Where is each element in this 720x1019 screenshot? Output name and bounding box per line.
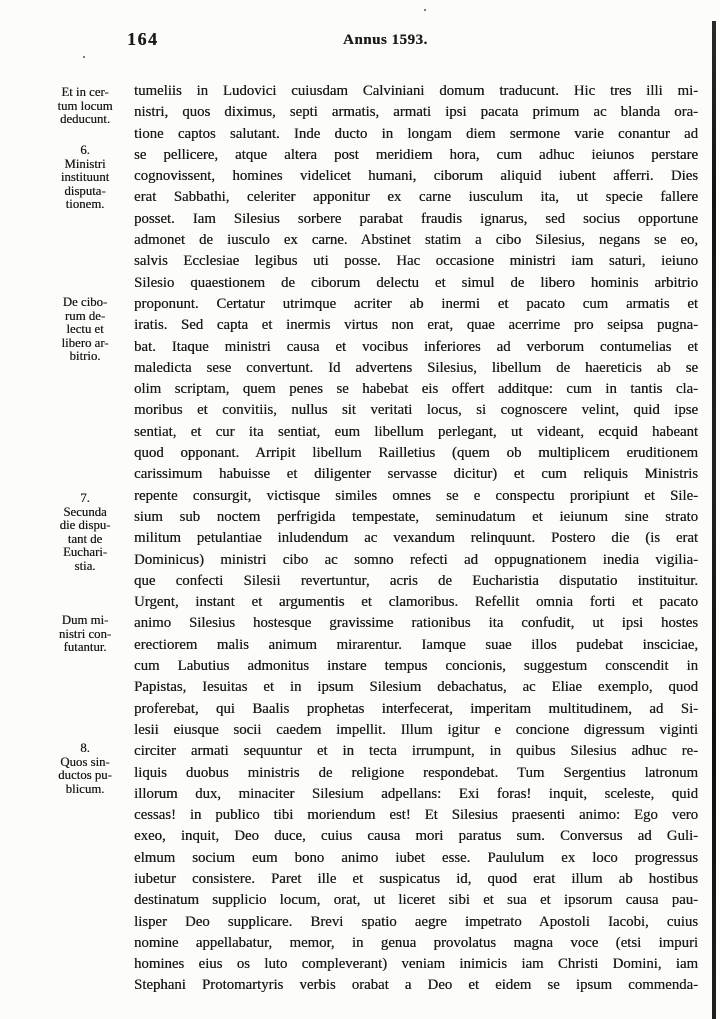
body-text-line: se pellicere, atque altera post meridiem hora, cum adhuc ieiunos perstare [134, 146, 698, 163]
margin-note-line: tionem. [65, 197, 105, 212]
scan-edge-artifact [712, 21, 716, 1019]
body-text-line: circiter armati sequuntur et in tecta irrumpunt, in quibus Silesius adhuc re- [134, 743, 698, 760]
margin-note-line: deducunt. [59, 112, 111, 127]
margin-note-line: ductos pu- [58, 768, 112, 783]
body-text-line: erat Sabbathi, celeriter apponitur ex carne iusculum ita, ut specie fallere [134, 189, 698, 206]
running-title: Annus 1593. [343, 32, 428, 48]
scan-speck [83, 56, 85, 58]
body-text-line: exeo, inquit, Deo duce, cuius causa mori paratus sum. Conversus ad Guli- [134, 828, 698, 845]
margin-note-line: blicum. [65, 781, 105, 796]
margin-note-line: Euchari- [62, 545, 108, 560]
body-text-line: homines eius os luto compleverant) veniam inimicis iam Christi Domini, iam [134, 956, 698, 973]
body-text-line: sentiat, et cur ita sentiat, eum libellum perlegant, ut videant, ecquid habeant [134, 423, 698, 440]
margin-note-line: disputa- [64, 183, 106, 198]
margin-note-line: De cibo- [62, 295, 108, 309]
margin-note-line: Dum mi- [61, 613, 109, 627]
body-text-line: admonet de iusculo ex carne. Abstinet statim a cibo Silesius, negans se eo, [134, 232, 698, 249]
body-text-line: proponunt. Certatur utrimque acriter ab inermi et pacato cum armatis et [134, 295, 698, 312]
body-text-line: carissimum habuisse et diligenter servasse dicitur) et cum reliquis Ministris [134, 466, 698, 483]
margin-note-line: 7. [80, 491, 90, 505]
body-text-line: iratis. Sed capta et inermis virtus non erat, quae acerrime pro seipsa pugna- [134, 317, 698, 334]
margin-note-line: libero ar- [61, 335, 109, 350]
margin-note-line: tant de [67, 531, 103, 546]
body-text-line: erectiorem malis animum mirarentur. Iamque suae illos pudebat insciciae, [134, 636, 698, 653]
margin-note [38, 296, 132, 364]
margin-note-line: tum locum [57, 98, 113, 113]
margin-note-line: 8. [80, 741, 90, 755]
body-text-line: illorum dux, minaciter Silesium adpellans: Exi foras! inquit, sceleste, quid [134, 785, 698, 802]
page-number: 164 [127, 29, 159, 49]
margin-note-line: Secunda [63, 504, 107, 519]
body-text-line: elmum socium eum bono animo iubet esse. Paululum ex loco progressus [134, 849, 698, 866]
body-text-line: sium sub noctem perfrigida tempestate, seminudatum et ieiunum sine strato [134, 508, 698, 525]
body-text-line: destinatum supplicio locum, orat, ut liceret sibi et sua et ipsorum causa pau- [134, 892, 698, 909]
margin-note [38, 144, 132, 212]
body-text-line: Silesio quaestionem de ciborum delectu et simul de libero hominis arbitrio [134, 274, 698, 291]
body-text-line: tumeliis in Ludovici cuiusdam Calviniani domum traducunt. Hic tres illi mi- [134, 83, 698, 99]
body-text-line: liquis duobus ministris de religione respondebat. Tum Sergentius latronum [134, 764, 698, 781]
margin-note-line: Quos sin- [60, 754, 110, 769]
body-text-line: cum Labutius admonitus instare tempus concionis, suggestum conscendit in [134, 658, 698, 675]
margin-note-line: nistri con- [58, 626, 112, 641]
margin-note-line: Ministri [64, 156, 106, 171]
body-text-line: salvis Ecclesiae legibus uti posse. Hac occasione ministri iam saturi, ieiuno [134, 253, 698, 270]
body-text-line: olim scriptam, quem penes se habebat eis offert additque: cum in tantis cla- [134, 381, 698, 398]
margin-note-line: die dispu- [59, 518, 111, 533]
margin-note-line: 6. [80, 143, 90, 157]
margin-note-line: instituunt [60, 170, 110, 185]
margin-note [38, 614, 132, 655]
body-text-line: que confecti Silesii revertuntur, acris de Eucharistia disputatio instituitur. [134, 572, 698, 589]
body-text-line: militum petulantiae inludendum ac vexandum relinquunt. Postero die (is erat [134, 530, 698, 547]
body-text-line: quod opponant. Arripit libellum Railletius (quem ob multiplicem eruditionem [134, 445, 698, 462]
margin-note-line: bitrio. [69, 349, 101, 364]
margin-note-line: Et in cer- [61, 85, 109, 99]
body-text-line: Papistas, Iesuitas et in ipsum Silesium debachatus, ac Eliae exemplo, quod [134, 679, 698, 696]
margin-note [38, 742, 132, 796]
body-text-line: cessas! in publico tibi moriendum est! Et Silesius praesenti animo: Ego vero [134, 807, 698, 824]
body-text-line: animo Silesius hostesque gravissime rationibus ita confudit, ut ipsi hostes [134, 615, 698, 632]
margin-notes-column [38, 0, 132, 1019]
body-text-line: lisper Deo supplicare. Brevi spatio aegre impetrato Apostoli Iacobi, cuius [134, 913, 698, 930]
body-text-line: bat. Itaque ministri causa et vocibus inferiores ad verborum contumelias et [134, 338, 698, 355]
margin-note-line: futantur. [63, 640, 107, 655]
margin-note [38, 86, 132, 127]
body-text-line: iubetur consistere. Paret ille et suspicatus id, quod erat illum ab hostibus [134, 870, 698, 887]
body-text-line: cognovissent, homines videlicet humani, ciborum aliquid iubent afferri. Dies [134, 168, 698, 185]
margin-note [38, 492, 132, 574]
body-text-column [134, 81, 698, 997]
body-text-line: lesii eiusque socii caedem impellit. Illum igitur e concione digressum viginti [134, 721, 698, 738]
margin-note-line: lectu et [66, 322, 104, 337]
body-text-line: maledicta sese convertunt. Id advertens Silesius, libellum de haereticis ab se [134, 359, 698, 376]
body-text-line: Dominicus) ministri cibo ac somno refecti ad oppugnationem inedia vigilia- [134, 551, 698, 568]
body-text-line: moribus et convitiis, nullus sit veritati locus, si cognoscere velint, quid ipse [134, 402, 698, 419]
body-text-line: proferebat, qui Baalis prophetas interfecerat, imperitam multitudinem, ad Si- [134, 700, 698, 717]
scan-speck [424, 9, 426, 11]
margin-note-line: stia. [74, 558, 96, 573]
body-text-line: Urgent, instant et argumentis et clamoribus. Refellit omnia forti et pacato [134, 594, 698, 611]
body-text-line: nistri, quos diximus, septi armatis, armati ipsi pacata primum ac blanda ora- [134, 104, 698, 121]
margin-note-line: rum de- [64, 308, 106, 323]
body-text-line: nomine appellabatur, memor, in genua provolatus magna voce (etsi impuri [134, 934, 698, 951]
body-text-line: Stephani Protomartyris verbis orabat a Deo et eidem se ipsum commenda- [134, 977, 698, 994]
body-text-line: repente consurgit, victisque similes omnes se e conspectu proripiunt et Sile- [134, 487, 698, 504]
body-text-line: posset. Iam Silesius sorbere parabat fraudis ignarus, sed socius opportune [134, 210, 698, 227]
body-text-line: tione captos salutant. Inde ducto in longam diem sermone varie conantur ad [134, 125, 698, 142]
